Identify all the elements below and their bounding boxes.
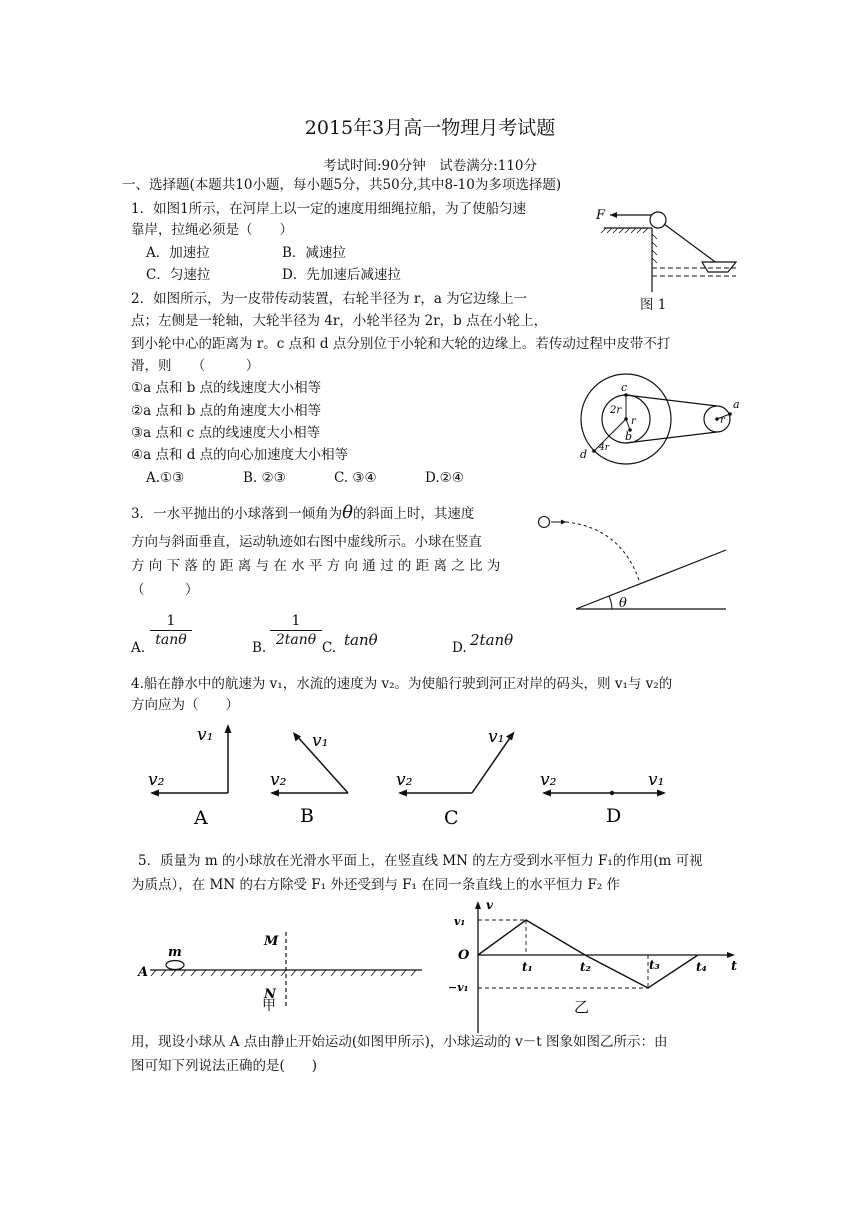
q5-figure-jia — [136, 930, 426, 1014]
q5-yi-label: 乙 — [574, 998, 590, 1016]
q1-option-c: C．匀速拉 — [146, 267, 211, 283]
q2-option-c: C. ③④ — [334, 470, 377, 486]
q4-b-v1: v₁ — [312, 731, 329, 751]
q4-label-b: B — [300, 805, 314, 827]
q5-jia-mline-m: M — [264, 934, 279, 949]
q5-yi-t4: t₄ — [696, 960, 707, 974]
q4-a-v2: v₂ — [148, 770, 165, 790]
q2-fig-r-small: r — [631, 416, 636, 427]
q4-line2: 方向应为（ ） — [131, 697, 239, 713]
q5-yi-t2: t₂ — [580, 960, 591, 974]
q1-fig-f-label: F — [596, 208, 606, 223]
q2-statement-4: ④a 点和 d 点的向心加速度大小相等 — [131, 447, 349, 463]
q5-yi-origin: O — [458, 948, 470, 963]
q1-boat-figure — [590, 200, 740, 295]
q3-line4: （ ） — [131, 582, 199, 598]
q3-incline-figure — [534, 510, 734, 615]
q5-line2: 为质点），在 MN 的右方除受 F₁ 外还受到与 F₁ 在同一条直线上的水平恒力 F₂ 作 — [131, 877, 621, 893]
q3-line3: 方 向 下 落 的 距 离 与 在 水 平 方 向 通 过 的 距 离 之 比 为 — [131, 558, 501, 574]
q4-d-v1: v₁ — [648, 770, 665, 790]
q2-fig-a: a — [733, 398, 740, 411]
q3-line1 — [131, 502, 475, 523]
q2-fig-b: b — [625, 430, 633, 443]
q4-a-v1: v₁ — [197, 725, 214, 745]
q2-line3: 到小轮中心的距离为 r。c 点和 d 点分别位于小轮和大轮的边缘上。若传动过程中皮带不打 — [131, 336, 671, 352]
q4-c-v1: v₁ — [488, 727, 505, 747]
q1-option-b: B．减速拉 — [282, 245, 346, 261]
q3-option-c-label: C. — [322, 640, 337, 656]
q3-option-b-denominator: 2tanθ — [275, 632, 317, 648]
q3-line2: 方向与斜面垂直，运动轨迹如右图中虚线所示。小球在竖直 — [131, 534, 482, 550]
q2-statement-1: ①a 点和 b 点的线速度大小相等 — [131, 380, 322, 396]
q5-jia-a: A — [138, 965, 149, 980]
q5-yi-neg-v1-tick: −v₁ — [448, 981, 469, 994]
q3-line1-start: 3．一水平抛出的小球落到一倾角为 — [131, 506, 343, 522]
q2-fig-d: d — [580, 448, 588, 461]
q3-option-a-denominator: tanθ — [155, 632, 187, 648]
q3-option-b-numerator: 1 — [270, 612, 322, 631]
q4-option-a-figure — [148, 724, 232, 829]
q3-option-d-label: D. — [452, 640, 467, 656]
q5-yi-t3: t₃ — [649, 958, 660, 972]
q4-option-b-figure — [270, 731, 348, 827]
q1-line2: 靠岸，拉绳必须是（ ） — [131, 222, 293, 238]
exam-title: 2015年3月高一物理月考试题 — [304, 117, 556, 139]
q2-line4: 滑，则 （ ） — [131, 358, 260, 374]
q4-label-c: C — [444, 807, 459, 829]
q5-jia-mline-n: N — [264, 987, 276, 1002]
q3-option-b-label: B. — [252, 640, 267, 656]
q1-line1: 1．如图1所示，在河岸上以一定的速度用细绳拉船，为了使船匀速 — [131, 201, 527, 217]
q1-option-a: A．加速拉 — [146, 245, 210, 261]
q2-option-d: D.②④ — [425, 470, 464, 486]
q4-line1: 4.船在静水中的航速为 v₁，水流的速度为 v₂。为使船行驶到河正对岸的码头，则 v₁与 v₂的 — [131, 676, 673, 692]
q3-option-a-fraction — [150, 612, 192, 649]
q3-option-c-value: tanθ — [344, 631, 378, 649]
q2-statement-3: ③a 点和 c 点的线速度大小相等 — [131, 425, 321, 441]
q2-statement-2: ②a 点和 b 点的角速度大小相等 — [131, 403, 322, 419]
q4-d-v2: v₂ — [540, 770, 557, 790]
q2-fig-r-right: r — [720, 415, 725, 426]
q2-fig-2r: 2r — [610, 405, 622, 416]
q5-line1: 5．质量为 m 的小球放在光滑水平面上，在竖直线 MN 的左方受到水平恒力 F₁的作用(m 可视 — [138, 853, 703, 869]
q2-fig-4r: 4r — [599, 443, 610, 453]
q1-figure-label: 图 1 — [640, 297, 667, 313]
q5-yi-v1-tick: v₁ — [454, 915, 466, 928]
q5-figure-yi-vt-graph — [448, 898, 748, 1038]
q4-vector-options — [140, 720, 680, 830]
q4-option-d-figure — [540, 770, 666, 827]
q4-label-a: A — [194, 807, 208, 829]
q1-option-d: D．先加速后减速拉 — [282, 267, 401, 283]
q5-yi-t1: t₁ — [522, 960, 533, 974]
q3-option-b-fraction — [270, 612, 322, 649]
q2-fig-c: c — [621, 381, 628, 394]
q2-belt-figure — [570, 372, 745, 467]
q2-option-b: B. ②③ — [243, 470, 286, 486]
q4-c-v2: v₂ — [396, 770, 413, 790]
exam-info: 考试时间:90分钟 试卷满分:110分 — [322, 158, 538, 174]
q4-label-d: D — [606, 805, 622, 827]
q3-option-a-label: A. — [131, 640, 146, 656]
section1-header: 一、选择题(本题共10小题，每小题5分，共50分,其中8-10为多项选择题) — [122, 177, 562, 193]
q3-option-d-value: 2tanθ — [470, 631, 514, 649]
q4-b-v2: v₂ — [270, 770, 287, 790]
q3-theta: θ — [342, 502, 353, 523]
q5-yi-v-axis-label: v — [486, 898, 493, 912]
q5-line4: 图可知下列说法正确的是( ) — [131, 1058, 318, 1074]
q5-jia-m: m — [168, 945, 182, 960]
q5-jia-label: 甲 — [262, 998, 276, 1014]
q3-option-a-numerator: 1 — [150, 612, 192, 631]
q5-yi-t-axis-label: t — [731, 959, 738, 974]
q2-line2: 点；左侧是一轮轴，大轮半径为 4r，小轮半径为 2r，b 点在小轮上， — [131, 313, 548, 329]
q5-line3: 用，现设小球从 A 点由静止开始运动(如图甲所示)，小球运动的 v－t 图象如图乙所示：由 — [131, 1034, 668, 1050]
q3-line1-end: 的斜面上时，其速度 — [352, 506, 475, 522]
q2-line1: 2．如图所示，为一皮带传动装置，右轮半径为 r，a 为它边缘上一 — [131, 291, 528, 307]
q4-option-c-figure — [396, 727, 515, 829]
q2-option-a: A.①③ — [146, 470, 185, 486]
q3-fig-theta: θ — [619, 596, 627, 611]
